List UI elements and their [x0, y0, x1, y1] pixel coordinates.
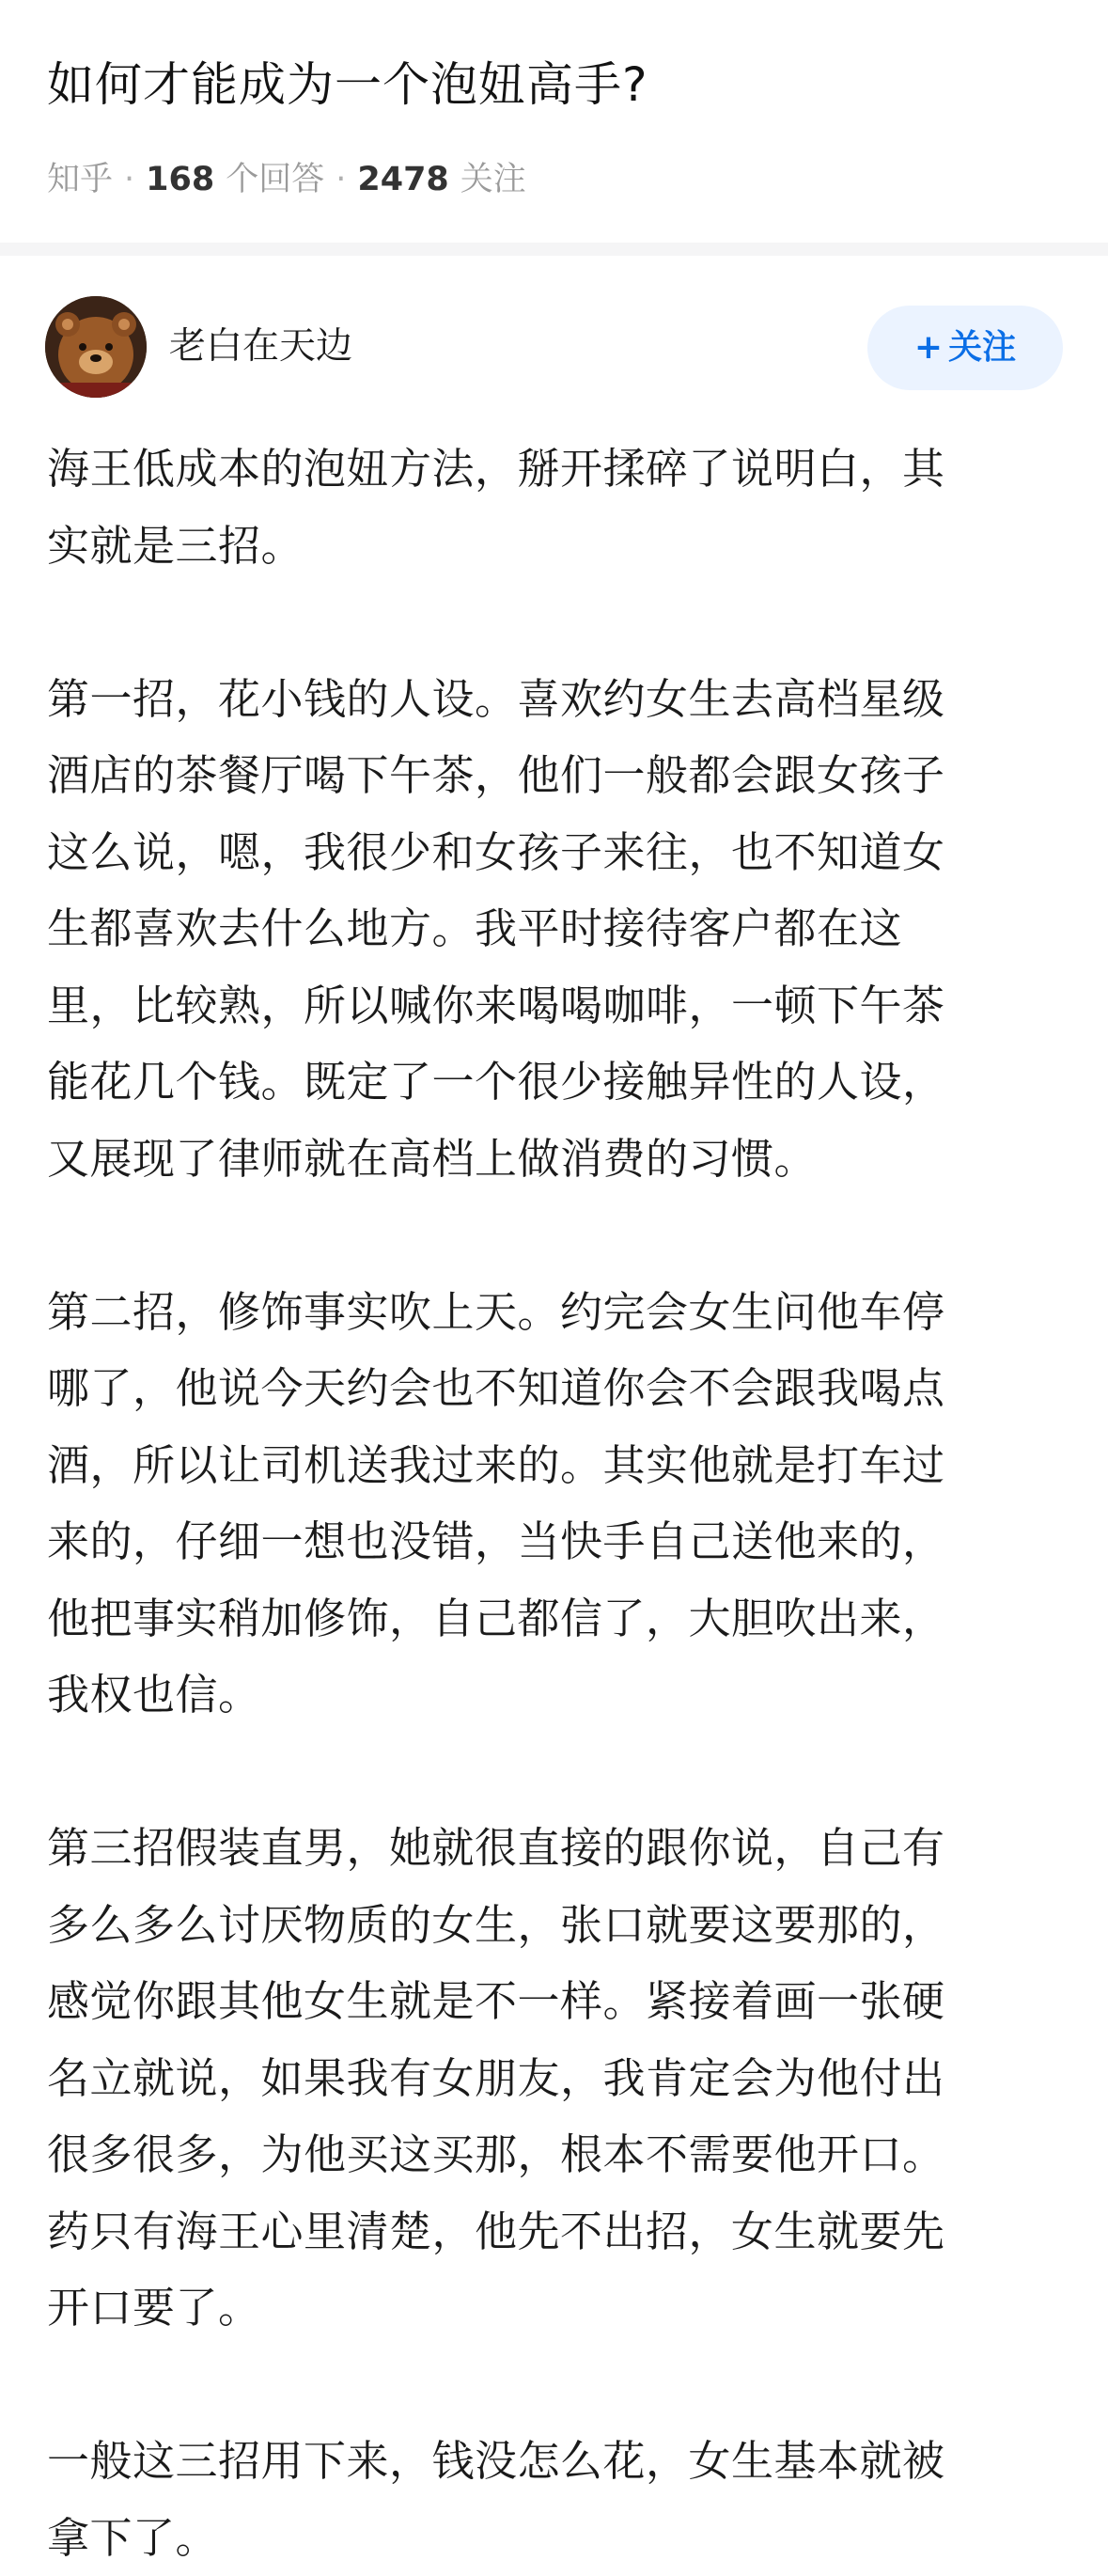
answers-count[interactable]: 168 [146, 161, 215, 198]
answer-paragraph: 第三招假装直男，她就很直接的跟你说，自己有 多么多么讨厌物质的女生，张口就要这要那的， 感觉你跟其他女生就是不一样。紧接着画一张硬 名立就说，如果我有女朋友，我肯定会为他付出 很多很多，为他买这买那，根本不需要他开口。 药只有海王心里清楚，他先不出招，女生就要先 开口要了。 [47, 1823, 945, 2333]
answer-paragraph: 一般这三招用下来，钱没怎么花，女生基本就被 拿下了。 [47, 2436, 945, 2563]
followers-count[interactable]: 2478 [357, 161, 449, 198]
plus-icon: + [913, 328, 944, 367]
source-label[interactable]: 知乎 [47, 161, 114, 198]
follow-button[interactable] [867, 306, 1063, 390]
question-title[interactable]: 如何才能成为一个泡妞高手? [47, 57, 648, 112]
author-row [45, 296, 1063, 401]
answer-body [47, 431, 1062, 2576]
answer-paragraph: 第一招，花小钱的人设。喜欢约女生去高档星级 酒店的茶餐厅喝下午茶，他们一般都会跟女孩子 这么说，嗯，我很少和女孩子来往，也不知道女 生都喜欢去什么地方。我平时接待客户都在这 里，比较熟，所以喊你来喝喝咖啡，一顿下午茶 能花几个钱。既定了一个很少接触异性的人设， 又展现了律师就在高档上做消费的习惯。 [47, 673, 945, 1184]
followers-label[interactable]: 关注 [460, 161, 526, 198]
teddy-bear-avatar-icon[interactable] [45, 296, 147, 398]
question-header [0, 0, 1108, 240]
answer-paragraph: 第二招，修饰事实吹上天。约完会女生问他车停 哪了，他说今天约会也不知道你会不会跟我喝点 酒，所以让司机送我过来的。其实他就是打车过 来的，仔细一想也没错，当快手自己送他来的， 他把事实稍加修饰，自己都信了，大胆吹出来， 我权也信。 [47, 1286, 945, 1720]
meta-separator: · [336, 161, 347, 198]
question-meta [47, 158, 1061, 201]
answer-paragraph: 海王低成本的泡妞方法，掰开揉碎了说明白，其 实就是三招。 [47, 444, 945, 571]
meta-separator: · [124, 161, 135, 198]
section-divider [0, 243, 1108, 256]
author-name[interactable]: 老白在天边 [169, 325, 353, 368]
answers-label[interactable]: 个回答 [226, 161, 325, 198]
follow-label: 关注 [948, 328, 1017, 367]
